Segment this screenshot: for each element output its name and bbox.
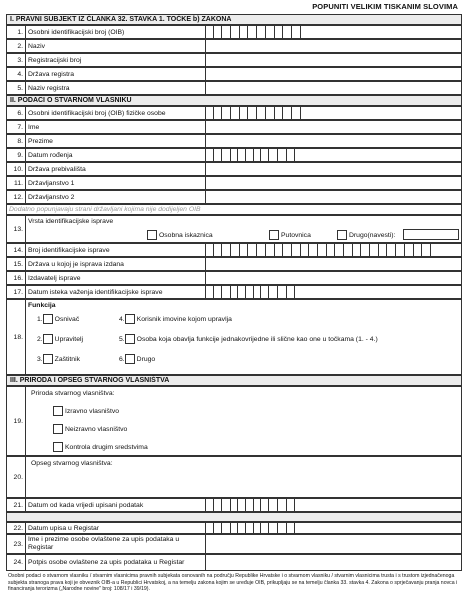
row-number: 6. (7, 107, 26, 119)
row-drzava-izdavanja (6, 257, 462, 271)
option-number: 4. (119, 315, 125, 323)
row-label: Prezime (28, 137, 53, 145)
row-drzavljanstvo-2 (6, 190, 462, 204)
date-digit-cells[interactable] (205, 149, 295, 161)
row-number: 24. (7, 555, 26, 570)
option-putovnica[interactable] (269, 230, 311, 240)
row-potpis (6, 554, 462, 571)
option-zastitnik[interactable] (37, 354, 80, 364)
row-vrsta-isprave (6, 215, 462, 243)
note-text: Dodatno popunjavaju strani državljani kojima nije dodijeljen OIB (9, 206, 201, 213)
row-registracijski-broj (6, 53, 462, 67)
row-number: 7. (7, 121, 26, 133)
checkbox[interactable] (125, 354, 135, 364)
row-datum-isteka (6, 285, 462, 299)
row-opseg-vlasnistva (6, 456, 462, 498)
row-ime (6, 120, 462, 134)
row-number: 9. (7, 149, 26, 161)
section-3-title: III. PRIRODA I OPSEG STVARNOG VLASNIŠTVA (6, 375, 462, 386)
row-number: 1. (7, 26, 26, 38)
legal-footer: Osobni podaci o stvarnom vlasniku / stvarnim vlasnicima pravnih subjekata osnovanih na području Republike Hrvatske i o stvarnom vlasniku / stvarnim vlasnicima trusta i s trustom izjednačenoga subjekta stranoga prava koji je obveznik OIB-a u Republici Hrvatskoj, a na temelju zakona kojim se uređuje OIB, prikupljaju se na temelju članka 33. stavka 4. Zakona o sprječavanju pranja novca i financiranja terorizma („Narodne novine" broj: 108/17 i 39/19). (8, 573, 458, 593)
row-number: 2. (7, 40, 26, 52)
option-number: 6. (119, 355, 125, 363)
row-label: Opseg stvarnog vlasništva: (31, 460, 113, 467)
option-kontrola[interactable] (53, 442, 148, 452)
option-slicna-funkcija[interactable] (119, 334, 378, 344)
row-number: 11. (7, 177, 26, 189)
row-label: Potpis osobe ovlaštene za upis podataka u Registar (28, 558, 185, 566)
option-label: Osobna iskaznica (159, 231, 213, 239)
checkbox[interactable] (147, 230, 157, 240)
option-label: Kontrola drugim sredstvima (65, 443, 148, 451)
row-number: 23. (7, 535, 26, 553)
row-broj-isprave (6, 243, 462, 257)
row-number: 21. (7, 499, 26, 511)
row-label: Ime i prezime osobe ovlaštene za upis podataka u Registar (28, 536, 180, 551)
row-label: Izdavatelj isprave (28, 274, 81, 282)
section-1-title: I. PRAVNI SUBJEKT IZ ČLANKA 32. STAVKA 1. TOČKE b) ZAKONA (6, 14, 462, 25)
option-label: Izravno vlasništvo (65, 407, 120, 415)
option-drugo[interactable] (119, 354, 155, 364)
row-oib (6, 25, 462, 39)
option-number: 5. (119, 335, 125, 343)
row-number: 18. (7, 300, 26, 374)
option-label: Neizravno vlasništvo (65, 425, 128, 433)
row-ovlastena-osoba (6, 534, 462, 554)
row-datum-vrijedi (6, 498, 462, 512)
option-number: 2. (37, 335, 43, 343)
row-label: Naziv (28, 42, 45, 50)
option-label: Korisnik imovine kojom upravlja (136, 315, 232, 323)
header-note: POPUNITI VELIKIM TISKANIM SLOVIMA (312, 2, 458, 11)
row-drzava-registra (6, 67, 462, 81)
row-label: Datum upisa u Registar (28, 524, 100, 532)
checkbox[interactable] (43, 314, 53, 324)
checkbox[interactable] (125, 334, 135, 344)
row-drzava-prebivalista (6, 162, 462, 176)
row-funkcija (6, 299, 462, 375)
drugo-input[interactable] (403, 229, 459, 240)
row-label: Naziv registra (28, 84, 70, 92)
row-number: 14. (7, 244, 26, 256)
row-number: 17. (7, 286, 26, 298)
row-label: Datum rođenja (28, 151, 73, 159)
document-number-cells[interactable] (205, 244, 440, 256)
row-number: 20. (7, 457, 26, 497)
checkbox[interactable] (53, 406, 63, 416)
row-oib-fizicke-osobe (6, 106, 462, 120)
row-datum-rodjenja (6, 148, 462, 162)
row-number: 10. (7, 163, 26, 175)
option-upravitelj[interactable] (37, 334, 83, 344)
option-izravno[interactable] (53, 406, 119, 416)
option-label: Drugo (136, 355, 156, 363)
row-number: 22. (7, 523, 26, 533)
row-number: 5. (7, 82, 26, 94)
row-label: Osobni identifikacijski broj (OIB) (28, 28, 125, 36)
section-2-title: II. PODACI O STVARNOM VLASNIKU (6, 95, 462, 106)
row-naziv (6, 39, 462, 53)
option-neizravno[interactable] (53, 424, 127, 434)
form-table (6, 14, 462, 571)
checkbox[interactable] (269, 230, 279, 240)
row-label: Funkcija (28, 302, 56, 309)
row-priroda-vlasnistva (6, 386, 462, 456)
date-digit-cells[interactable] (205, 523, 295, 533)
option-label: Osnivač (54, 315, 80, 323)
row-drzavljanstvo-1 (6, 176, 462, 190)
row-number: 3. (7, 54, 26, 66)
option-label: Putovnica (281, 231, 311, 239)
checkbox[interactable] (43, 334, 53, 344)
row-label: Registracijski broj (28, 56, 82, 64)
row-number: 19. (7, 387, 26, 455)
row-number: 13. (7, 216, 26, 242)
date-digit-cells[interactable] (205, 286, 295, 298)
row-number: 8. (7, 135, 26, 147)
row-label: Osobni identifikacijski broj (OIB) fizičke osobe (28, 109, 166, 117)
grey-separator (6, 512, 462, 522)
option-number: 3. (37, 355, 43, 363)
date-digit-cells[interactable] (205, 499, 295, 511)
row-number: 16. (7, 272, 26, 284)
checkbox[interactable] (43, 354, 53, 364)
option-number: 1. (37, 315, 43, 323)
row-datum-upisa (6, 522, 462, 534)
row-izdavatelj (6, 271, 462, 285)
option-korisnik[interactable] (119, 314, 232, 324)
option-label: Drugo(navesti): (349, 231, 396, 239)
row-number: 15. (7, 258, 26, 270)
row-label: Državljanstvo 2 (28, 193, 75, 201)
checkbox[interactable] (53, 442, 63, 452)
option-label: Upravitelj (54, 335, 84, 343)
row-label: Država prebivališta (28, 165, 86, 173)
row-prezime (6, 134, 462, 148)
checkbox[interactable] (53, 424, 63, 434)
checkbox[interactable] (337, 230, 347, 240)
row-number: 12. (7, 191, 26, 203)
row-label: Država registra (28, 70, 75, 78)
row-label: Datum od kada vrijedi upisani podatak (28, 501, 144, 509)
row-label: Država u kojoj je isprava izdana (28, 260, 124, 268)
row-label: Ime (28, 123, 40, 131)
foreign-nationals-note (6, 204, 462, 215)
oib-digit-cells[interactable] (205, 26, 301, 38)
checkbox[interactable] (125, 314, 135, 324)
row-label: Priroda stvarnog vlasništva: (31, 390, 115, 397)
option-osobna-iskaznica[interactable] (147, 230, 213, 240)
oib-digit-cells[interactable] (205, 107, 301, 119)
row-naziv-registra (6, 81, 462, 95)
option-label: Zaštitnik (54, 355, 80, 363)
option-drugo[interactable] (337, 230, 395, 240)
row-number: 4. (7, 68, 26, 80)
row-label: Datum isteka važenja identifikacijske isprave (28, 288, 163, 296)
row-label: Broj identifikacijske isprave (28, 246, 110, 254)
row-label: Vrsta identifikacijske isprave (28, 218, 114, 225)
option-osnivac[interactable] (37, 314, 79, 324)
option-label: Osoba koja obavlja funkcije jednakovrijedne ili slične kao one u točkama (1. - 4.) (136, 335, 378, 343)
row-label: Državljanstvo 1 (28, 179, 75, 187)
